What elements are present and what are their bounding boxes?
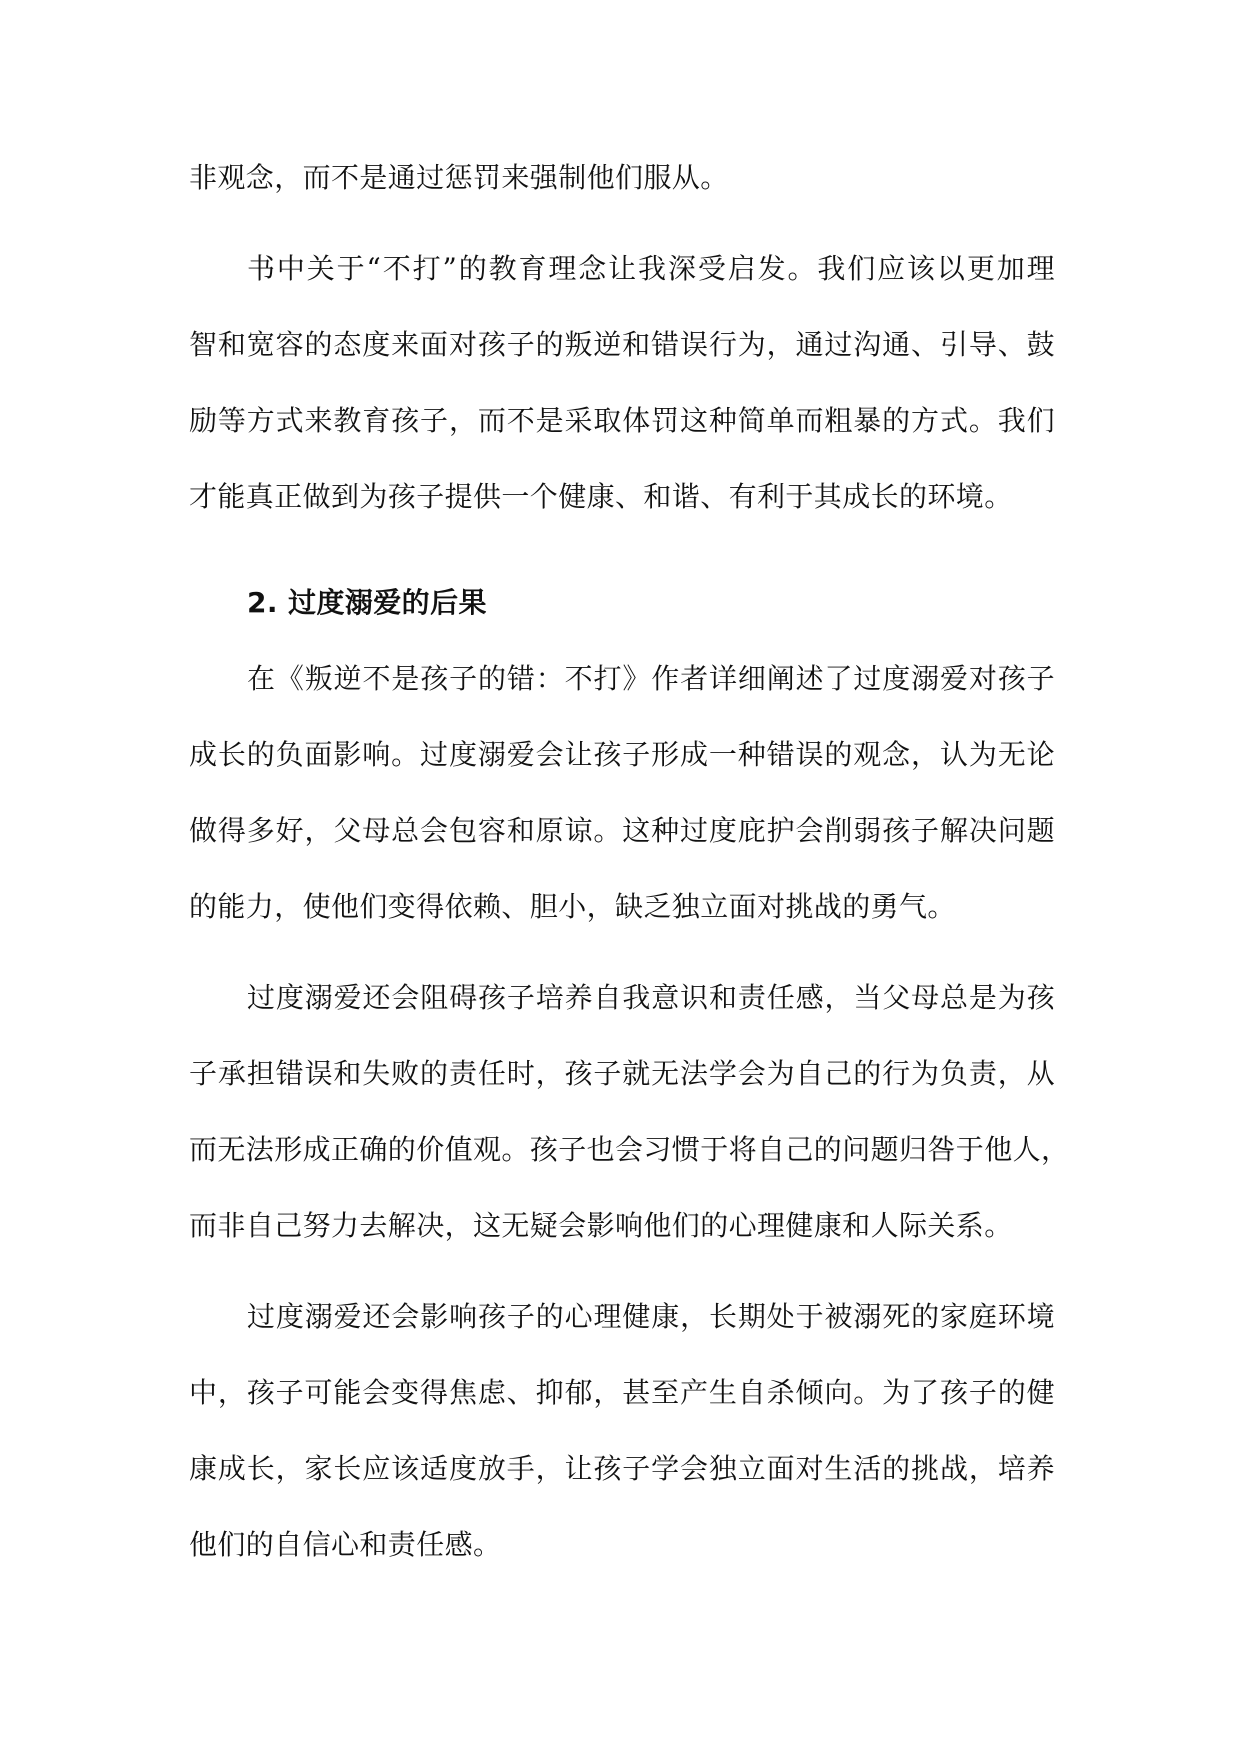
paragraph-line: 才能真正做到为孩子提供一个健康、和谐、有利于其成长的环境。: [189, 480, 1013, 513]
paragraph-line: 康成长，家长应该适度放手，让孩子学会独立面对生活的挑战，培养: [189, 1452, 1055, 1485]
document-page: [189, 140, 1070, 1583]
paragraph-line: 在《叛逆不是孩子的错：不打》作者详细阐述了过度溺爱对孩子: [247, 662, 1055, 695]
paragraph-line: 书中关于“不打”的教育理念让我深受启发。我们应该以更加理: [247, 252, 1055, 285]
paragraph-line: 他们的自信心和责任感。: [189, 1528, 502, 1561]
paragraph-line: 的能力，使他们变得依赖、胆小，缺乏独立面对挑战的勇气。: [189, 890, 956, 923]
paragraph-line: 非观念，而不是通过惩罚来强制他们服从。: [189, 161, 729, 194]
paragraph-line: 子承担错误和失败的责任时，孩子就无法学会为自己的行为负责，从: [189, 1057, 1055, 1090]
section-heading: [189, 565, 1055, 641]
section-heading-text: 过度溺爱的后果: [288, 586, 487, 619]
paragraph-0: [189, 140, 1055, 216]
paragraph-line: 智和宽容的态度来面对孩子的叛逆和错误行为，通过沟通、引导、鼓: [189, 328, 1055, 361]
paragraph-line: 中，孩子可能会变得焦虑、抑郁，甚至产生自杀倾向。为了孩子的健: [189, 1376, 1055, 1409]
paragraph-line: 励等方式来教育孩子，而不是采取体罚这种简单而粗暴的方式。我们: [189, 404, 1055, 437]
paragraph-line: 而非自己努力去解决，这无疑会影响他们的心理健康和人际关系。: [189, 1209, 1013, 1242]
paragraph-line: 过度溺爱还会影响孩子的心理健康，长期处于被溺死的家庭环境: [247, 1300, 1055, 1333]
paragraph-4: [189, 1279, 1055, 1583]
paragraph-1: [189, 231, 1055, 535]
section-heading-number: 2.: [247, 586, 278, 619]
paragraph-2: [189, 641, 1055, 945]
paragraph-line: 过度溺爱还会阻碍孩子培养自我意识和责任感，当父母总是为孩: [247, 981, 1055, 1014]
paragraph-3: [189, 960, 1070, 1264]
paragraph-line: 而无法形成正确的价值观。孩子也会习惯于将自己的问题归咎于他人，: [189, 1133, 1070, 1166]
paragraph-line: 做得多好，父母总会包容和原谅。这种过度庇护会削弱孩子解决问题: [189, 814, 1055, 847]
paragraph-line: 成长的负面影响。过度溺爱会让孩子形成一种错误的观念，认为无论: [189, 738, 1055, 771]
